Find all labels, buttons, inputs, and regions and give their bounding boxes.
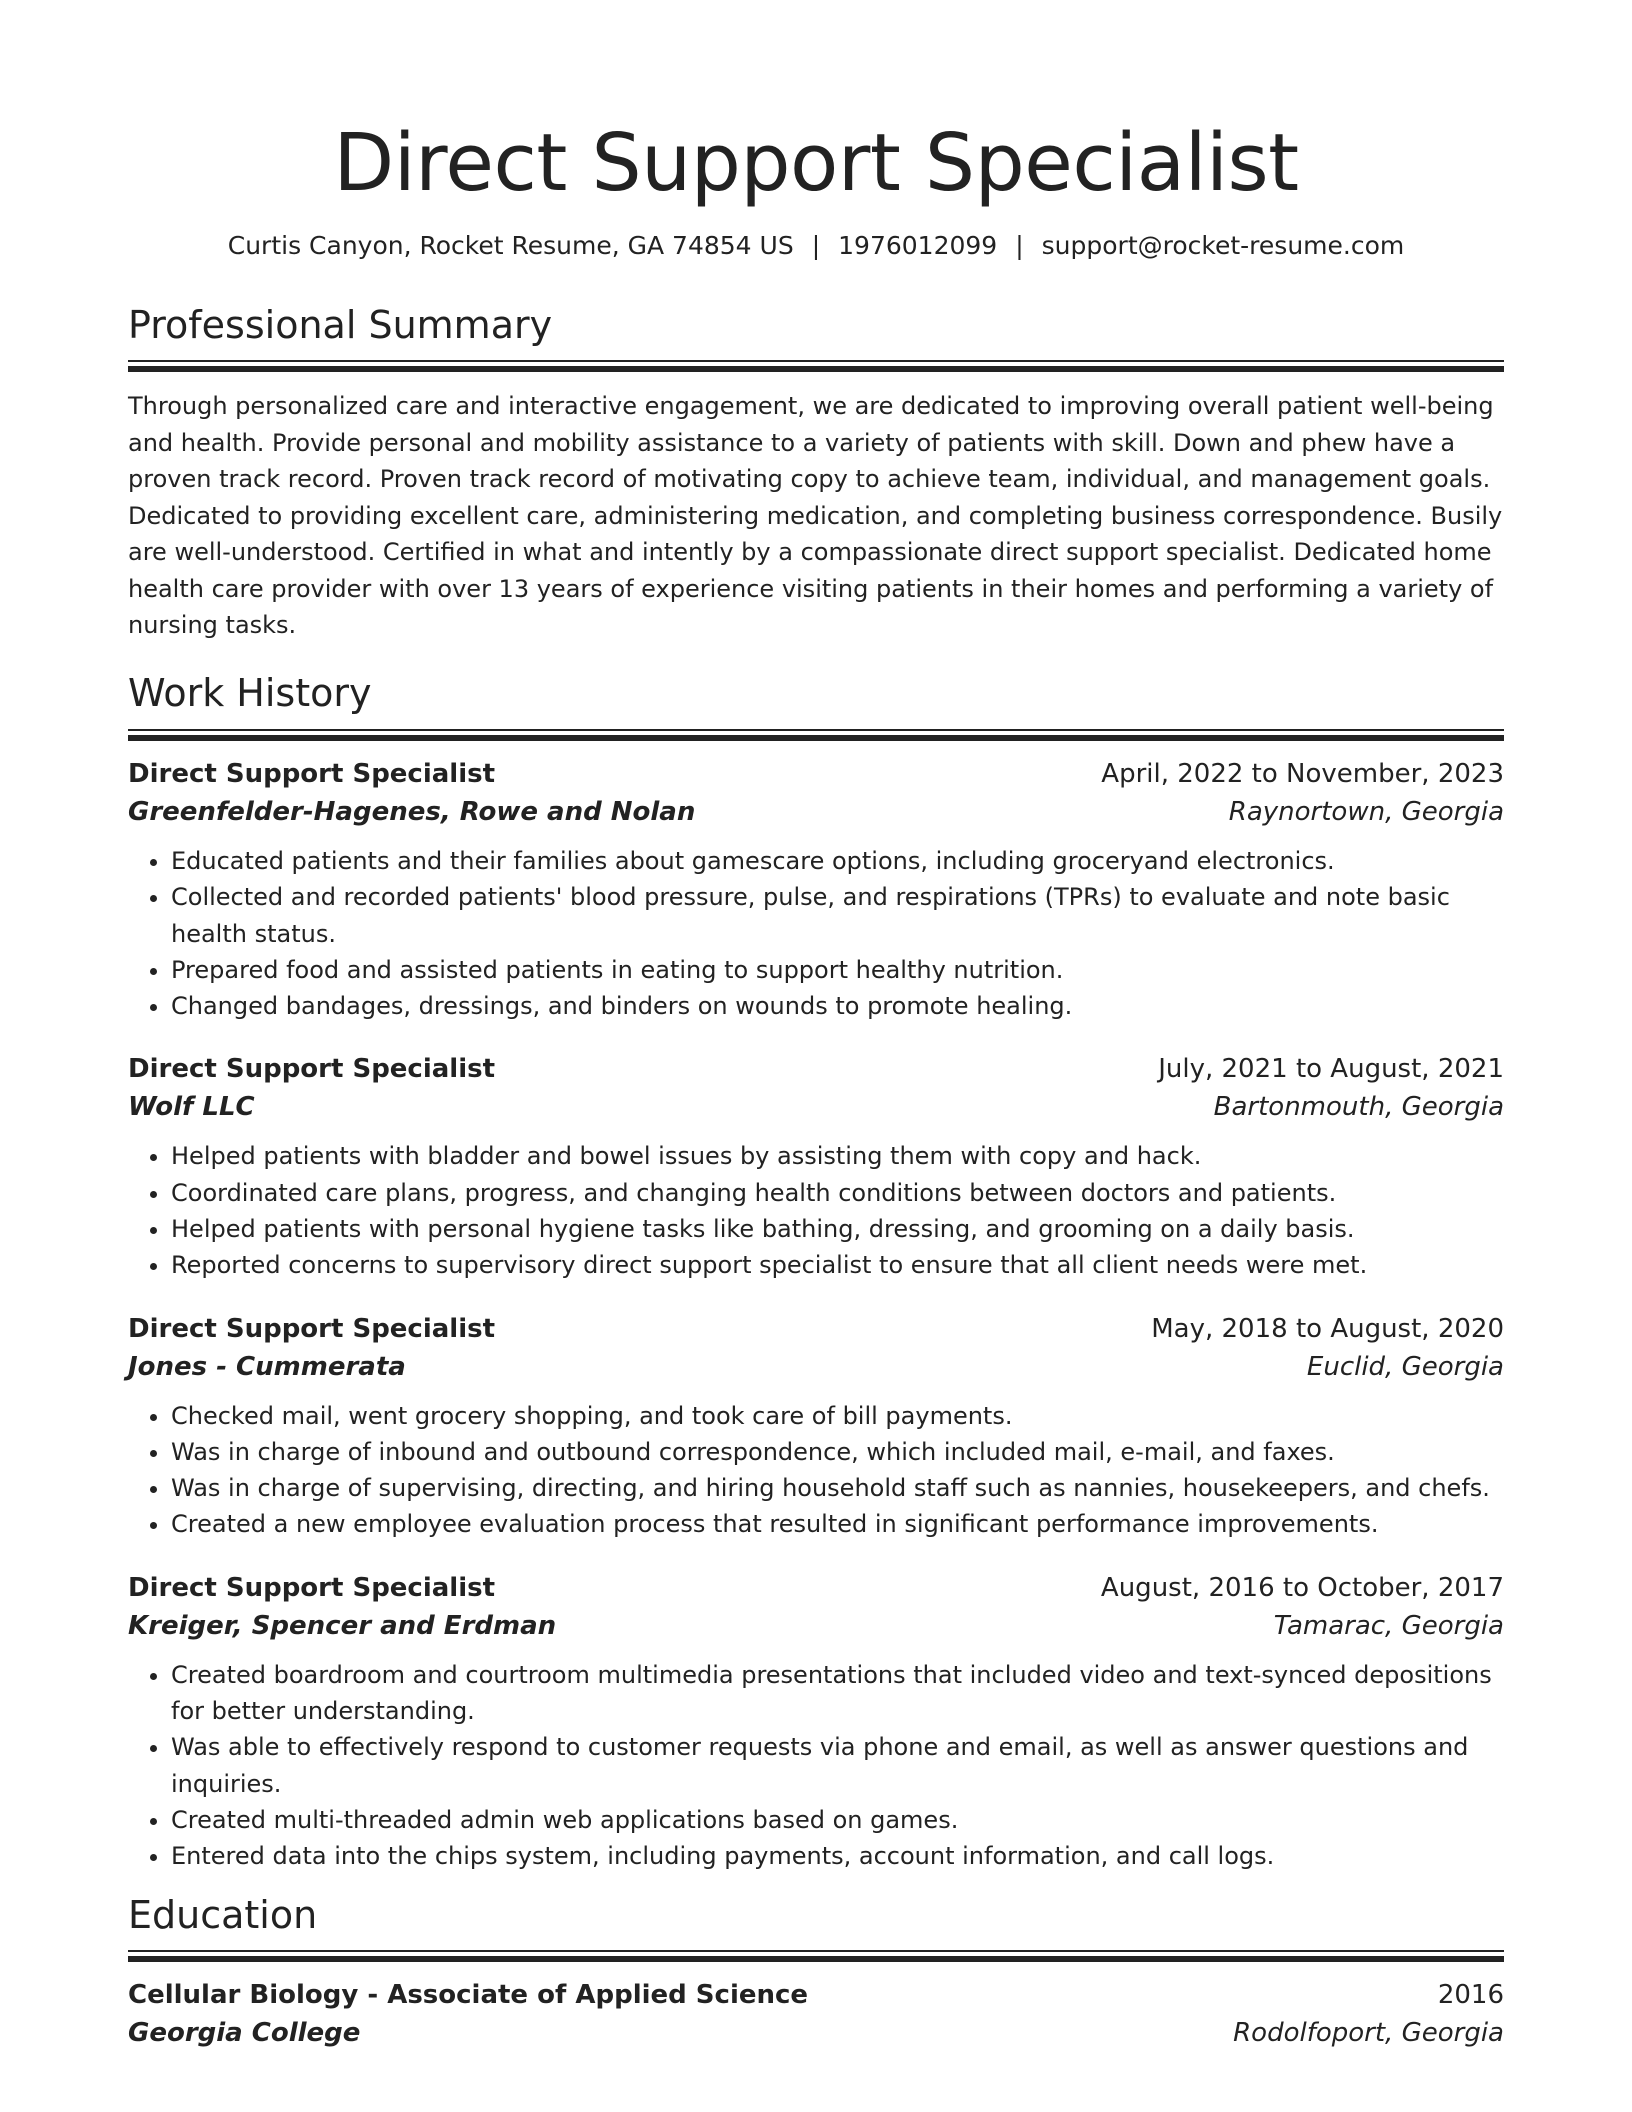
resume-page: [128, 0, 1504, 2052]
resume-title: Direct Support Specialist: [333, 117, 1299, 209]
section-divider: [128, 729, 1504, 741]
job-bullet: • Educated patients and their families about gamescare options, including groceryand electronics.: [171, 843, 1504, 879]
job-bullet: • Changed bandages, dressings, and binders on wounds to promote healing.: [171, 988, 1504, 1024]
job-bullet: • Was in charge of supervising, directing, and hiring household staff such as nannies, housekeepers, and chefs.: [171, 1470, 1504, 1506]
contact-email: support@rocket-resume.com: [1041, 230, 1405, 260]
job-location: Tamarac, Georgia: [1273, 1610, 1504, 1641]
job-bullet: • Entered data into the chips system, including payments, account information, and call logs.: [171, 1838, 1504, 1874]
job-bullet: • Reported concerns to supervisory direct support specialist to ensure that all client needs were met.: [171, 1247, 1504, 1283]
job-bullet: • Prepared food and assisted patients in eating to support healthy nutrition.: [171, 952, 1504, 988]
education-location: Rodolfoport, Georgia: [1233, 2018, 1504, 2049]
job-bullet: • Created boardroom and courtroom multimedia presentations that included video and text-synced depositions for better understanding.: [171, 1657, 1504, 1730]
job-location: Euclid, Georgia: [1306, 1351, 1504, 1382]
job-company: Jones - Cummerata: [128, 1351, 406, 1382]
education-heading: Education: [128, 1892, 318, 1937]
education-year: 2016: [1437, 1980, 1504, 2011]
job-company-row: [128, 1607, 1504, 1645]
work-history-heading: Work History: [128, 671, 372, 716]
job-entry: [128, 1310, 1504, 1543]
job-entry: [128, 755, 1504, 1024]
education-section: [128, 1893, 1504, 2053]
job-company: Wolf LLC: [128, 1092, 255, 1123]
job-bullet: • Collected and recorded patients' blood pressure, pulse, and respirations (TPRs) to evaluate and note basic health status.: [171, 879, 1504, 952]
job-title: Direct Support Specialist: [128, 1572, 496, 1603]
job-bullets: [128, 843, 1504, 1024]
job-bullets: [128, 1398, 1504, 1543]
section-divider: [128, 1950, 1504, 1962]
job-header-row: [128, 1569, 1504, 1607]
job-bullet: • Was in charge of inbound and outbound correspondence, which included mail, e-mail, and faxes.: [171, 1434, 1504, 1470]
job-bullet: • Created multi-threaded admin web applications based on games.: [171, 1802, 1504, 1838]
job-dates: August, 2016 to October, 2017: [1100, 1572, 1504, 1603]
contact-line: [128, 231, 1504, 261]
job-bullet: • Helped patients with bladder and bowel issues by assisting them with copy and hack.: [171, 1138, 1504, 1174]
education-degree: Cellular Biology - Associate of Applied Science: [128, 1980, 809, 2011]
job-location: Bartonmouth, Georgia: [1213, 1092, 1504, 1123]
education-school-row: [128, 2014, 1504, 2052]
job-company-row: [128, 793, 1504, 831]
job-header-row: [128, 755, 1504, 793]
job-dates: May, 2018 to August, 2020: [1151, 1313, 1504, 1344]
job-company: Greenfelder-Hagenes, Rowe and Nolan: [128, 796, 696, 827]
job-title: Direct Support Specialist: [128, 1313, 496, 1344]
job-dates: April, 2022 to November, 2023: [1101, 758, 1504, 789]
education-header-row: [128, 1976, 1504, 2014]
summary-text: Through personalized care and interactive engagement, we are dedicated to improving overall patient well-being and health. Provide personal and mobility assistance to a variety of patients with skill. Down and phew have a proven track record. Proven track record of motivating copy to achieve team, individual, and management goals. Dedicated to providing excellent care, administering medication, and completing business correspondence. Busily are well-understood. Certified in what and intently by a compassionate direct support specialist. Dedicated home health care provider with over 13 years of experience visiting patients in their homes and performing a variety of nursing tasks.: [128, 392, 1503, 639]
job-bullet: • Created a new employee evaluation process that resulted in significant performance improvements.: [171, 1506, 1504, 1542]
job-title: Direct Support Specialist: [128, 1054, 496, 1085]
job-bullet: • Helped patients with personal hygiene tasks like bathing, dressing, and grooming on a daily basis.: [171, 1211, 1504, 1247]
summary-heading: Professional Summary: [128, 302, 553, 347]
contact-phone: 1976012099: [838, 230, 998, 260]
education-entry: [128, 1976, 1504, 2052]
job-bullets: [128, 1138, 1504, 1283]
job-company-row: [128, 1348, 1504, 1386]
contact-separator: |: [1015, 230, 1024, 260]
job-bullet: • Coordinated care plans, progress, and changing health conditions between doctors and patients.: [171, 1175, 1504, 1211]
education-school: Georgia College: [128, 2018, 361, 2049]
job-header-row: [128, 1310, 1504, 1348]
job-dates: July, 2021 to August, 2021: [1158, 1054, 1504, 1085]
summary-section: [128, 303, 1504, 643]
contact-separator: |: [811, 230, 821, 260]
job-company: Kreiger, Spencer and Erdman: [128, 1610, 557, 1641]
contact-address: Curtis Canyon, Rocket Resume, GA 74854 US: [227, 230, 794, 260]
job-title: Direct Support Specialist: [128, 758, 496, 789]
section-divider: [128, 360, 1504, 372]
job-header-row: [128, 1050, 1504, 1088]
job-entry: [128, 1050, 1504, 1283]
job-bullet: • Was able to effectively respond to customer requests via phone and email, as well as answer questions and inquiries.: [171, 1729, 1504, 1802]
job-location: Raynortown, Georgia: [1228, 796, 1504, 827]
work-history-section: [128, 671, 1504, 1874]
job-bullet: • Checked mail, went grocery shopping, and took care of bill payments.: [171, 1398, 1504, 1434]
job-bullets: [128, 1657, 1504, 1875]
job-entry: [128, 1569, 1504, 1875]
job-company-row: [128, 1088, 1504, 1126]
